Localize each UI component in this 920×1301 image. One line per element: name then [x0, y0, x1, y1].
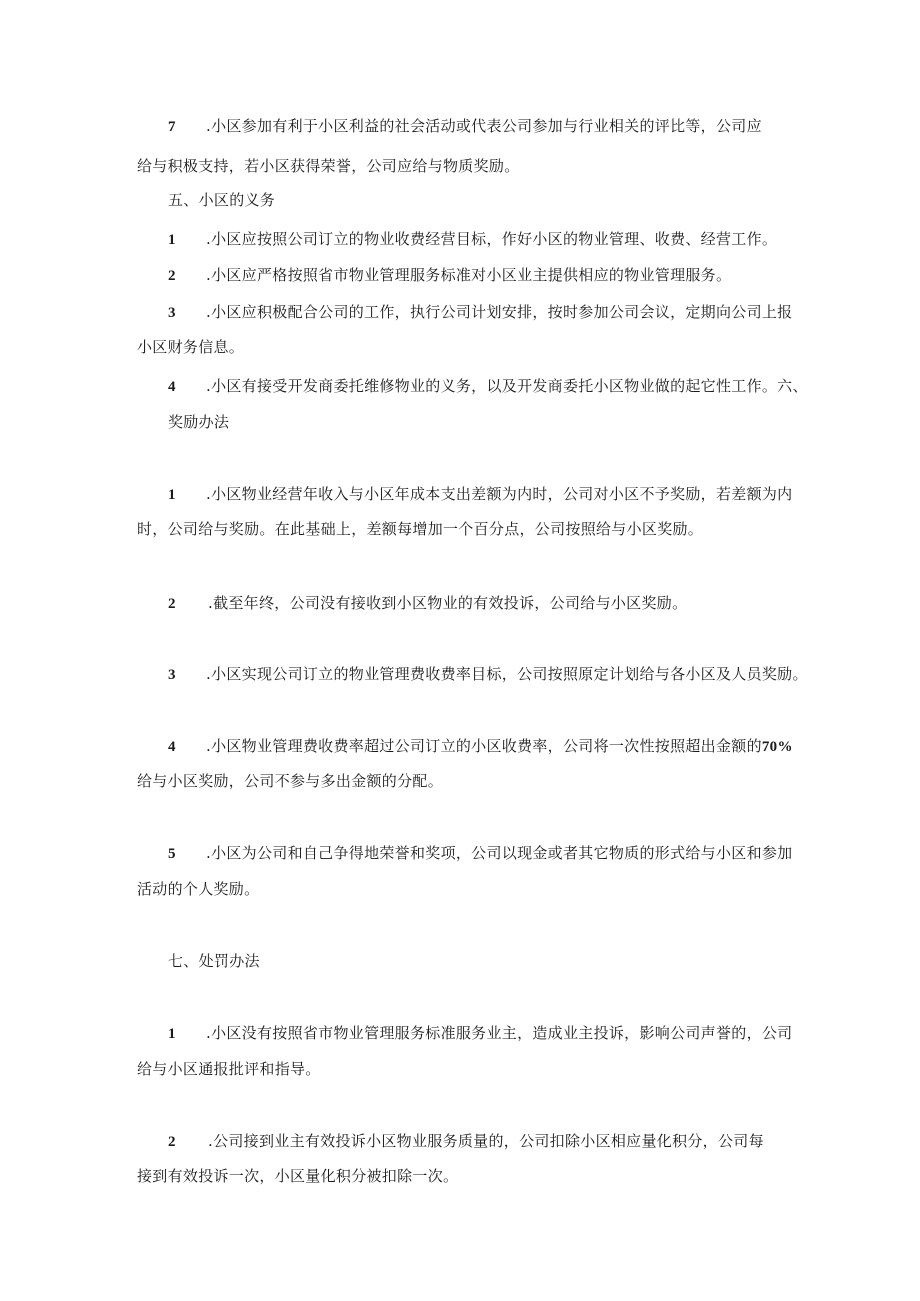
- clause-number: 4: [168, 739, 176, 755]
- clause-text: 给与小区奖励，公司不参与多出金额的分配。: [137, 772, 444, 790]
- clause-number: 7: [168, 119, 176, 135]
- clause-number: 4: [168, 379, 176, 395]
- clause-text: .小区应积极配合公司的工作，执行公司计划安排，按时参加公司会议，定期向公司上报: [206, 303, 793, 321]
- obligation-3-line-2: [137, 337, 244, 357]
- penalty-2-line-2: [137, 1166, 458, 1186]
- clause-text: .小区应严格按照省市物业管理服务标准对小区业主提供相应的物业管理服务。: [206, 266, 732, 284]
- section-heading-rewards: 奖励办法: [168, 413, 230, 431]
- section-heading-penalties: 七、处罚办法: [168, 952, 260, 970]
- reward-1-line-2: [137, 519, 703, 539]
- clause-number: 1: [168, 1026, 176, 1042]
- obligation-2: [168, 265, 731, 286]
- clause-text: 接到有效投诉一次，小区量化积分被扣除一次。: [137, 1167, 459, 1185]
- clause-text: 小区财务信息。: [137, 338, 245, 356]
- obligation-1: [168, 229, 777, 250]
- clause-text: .截至年终，公司没有接收到小区物业的有效投诉，公司给与小区奖励。: [208, 594, 688, 612]
- penalty-1-line-1: [168, 1023, 792, 1044]
- reward-5-line-2: [137, 879, 259, 899]
- clause-text: .公司接到业主有效投诉小区物业服务质量的，公司扣除小区相应量化积分，公司每: [208, 1132, 764, 1150]
- clause-7-line-2: [137, 156, 520, 176]
- clause-number: 3: [168, 305, 176, 321]
- clause-text: 活动的个人奖励。: [137, 880, 260, 898]
- clause-7-line-1: [168, 116, 762, 137]
- clause-text: .小区应按照公司订立的物业收费经营目标，作好小区的物业管理、收费、经营工作。: [206, 230, 778, 248]
- clause-text: .小区实现公司订立的物业管理费收费率目标，公司按照原定计划给与各小区及人员奖励。: [206, 665, 808, 683]
- obligation-3-line-1: [168, 302, 792, 323]
- clause-text: .小区参加有利于小区利益的社会活动或代表公司参加与行业相关的评比等，公司应: [206, 117, 762, 135]
- clause-number: 2: [168, 268, 176, 284]
- percentage-value: 70%: [761, 739, 793, 755]
- clause-text: .小区为公司和自己争得地荣誉和奖项，公司以现金或者其它物质的形式给与小区和参加: [206, 844, 793, 862]
- clause-text: .小区有接受开发商委托维修物业的义务，以及开发商委托小区物业做的起它性工作。六、: [206, 377, 808, 395]
- clause-text: 时，公司给与奖励。在此基础上，差额每增加一个百分点，公司按照给与小区奖励。: [137, 520, 704, 538]
- clause-text: 给与积极支持，若小区获得荣誉，公司应给与物质奖励。: [137, 157, 520, 175]
- reward-5-line-1: [168, 843, 792, 864]
- clause-text: .小区没有按照省市物业管理服务标准服务业主，造成业主投诉，影响公司声誉的，公司: [206, 1024, 793, 1042]
- clause-text: 给与小区通报批评和指导。: [137, 1060, 321, 1078]
- section-heading-obligations: 五、小区的义务: [168, 191, 276, 209]
- clause-number: 2: [168, 596, 176, 612]
- reward-4-line-2: [137, 771, 443, 791]
- obligation-4-line-1: [168, 376, 808, 397]
- reward-3: [168, 664, 808, 685]
- clause-text: .小区物业经营年收入与小区年成本支出差额为内时，公司对小区不予奖励，若差额为内: [206, 485, 793, 503]
- clause-text: .小区物业管理费收费率超过公司订立的小区收费率，公司将一次性按照超出金额的: [206, 737, 762, 755]
- penalty-1-line-2: [137, 1059, 321, 1079]
- penalty-2-line-1: [168, 1131, 764, 1152]
- clause-number: 3: [168, 667, 176, 683]
- reward-4-line-1: [168, 736, 793, 757]
- clause-number: 1: [168, 232, 176, 248]
- reward-1-line-1: [168, 484, 792, 505]
- clause-number: 5: [168, 846, 176, 862]
- clause-number: 2: [168, 1134, 176, 1150]
- reward-2: [168, 593, 687, 614]
- clause-number: 1: [168, 487, 176, 503]
